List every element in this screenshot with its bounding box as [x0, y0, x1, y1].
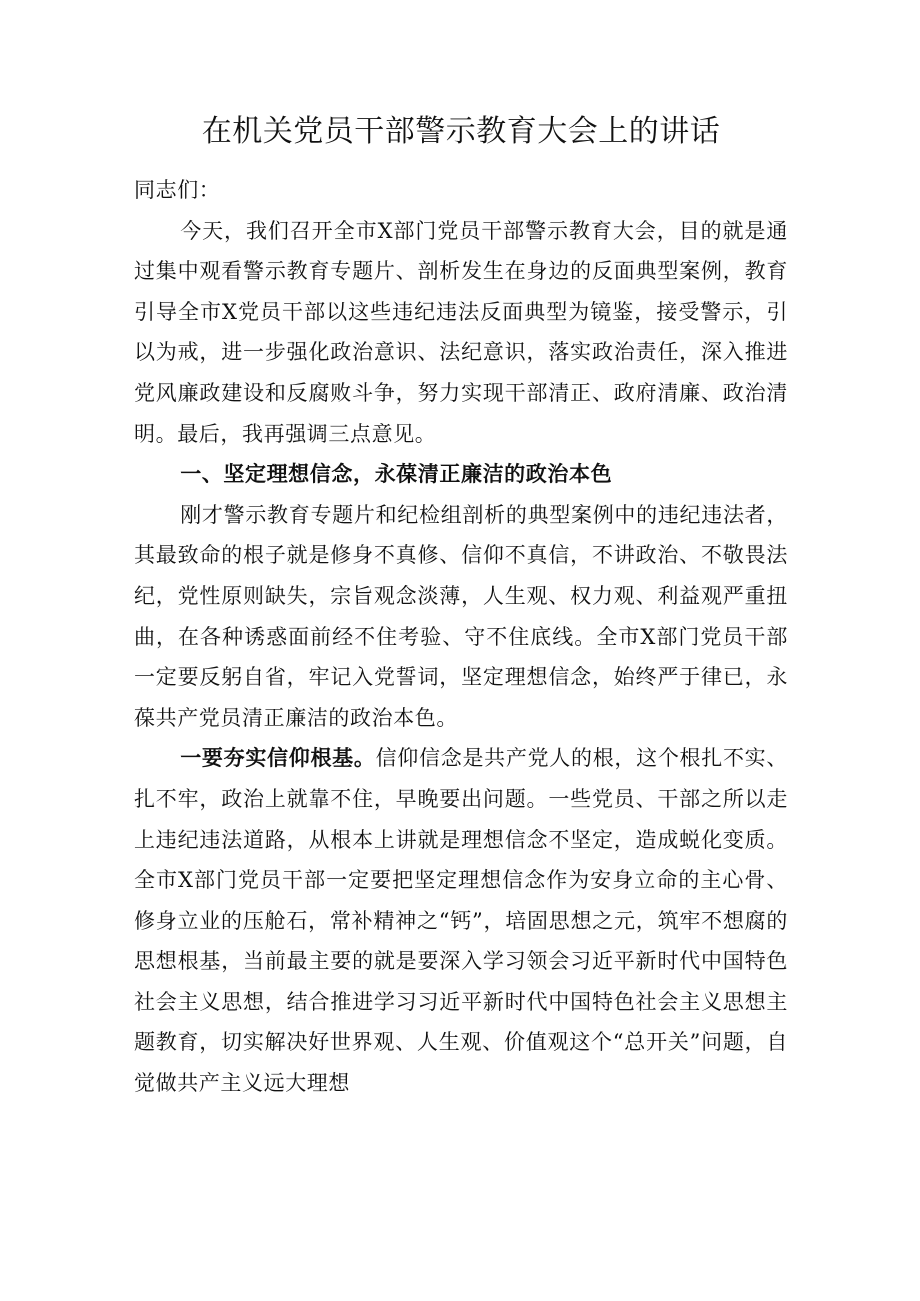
document-title: 在机关党员干部警示教育大会上的讲话	[201, 114, 721, 149]
salutation: 同志们：	[134, 178, 221, 202]
section-heading-1: 一、坚定理想信念，永葆清正廉洁的政治本色	[180, 462, 613, 487]
point-paragraph-1	[134, 738, 788, 1103]
point-text-1: 信仰信念是共产党人的根，这个根扎不实、扎不牢，政治上就靠不住，早晚要出问题。一些党员、干部之所以走上违纪违法道路，从根本上讲就是理想信念不坚定，造成蜕化变质。全市X部门党员干部一定要把坚定理想信念作为安身立命的主心骨、修身立业的压舱石，常补精神之“钙”，培固思想之元，筑牢不想腐的思想根基，当前最主要的就是要深入学习领会习近平新时代中国特色社会主义思想，结合推进学习习近平新时代中国特色社会主义思想主题教育，切实解决好世界观、人生观、价值观这个“总开关”问题，自觉做共产主义远大理想	[134, 746, 788, 1096]
section-paragraph-1: 刚才警示教育专题片和纪检组剖析的典型案例中的违纪违法者，其最致命的根子就是修身不真修、信仰不真信，不讲政治、不敬畏法纪，党性原则缺失，宗旨观念淡薄，人生观、权力观、利益观严重扭曲，在各种诱惑面前经不住考验、守不住底线。全市X部门党员干部一定要反躬自省，牢记入党誓词，坚定理想信念，始终严于律已，永葆共产党员清正廉洁的政治本色。	[134, 502, 788, 730]
document-page	[134, 104, 788, 1104]
point-lead-1: 一要夯实信仰根基。	[180, 746, 376, 771]
opening-paragraph: 今天，我们召开全市X部门党员干部警示教育大会，目的就是通过集中观看警示教育专题片、剖析发生在身边的反面典型案例，教育引导全市X党员干部以这些违纪违法反面典型为镜鉴，接受警示，引以为戒，进一步强化政治意识、法纪意识，落实政治责任，深入推进党风廉政建设和反腐败斗争，努力实现干部清正、政府清廉、政治清明。最后，我再强调三点意见。	[134, 218, 788, 446]
